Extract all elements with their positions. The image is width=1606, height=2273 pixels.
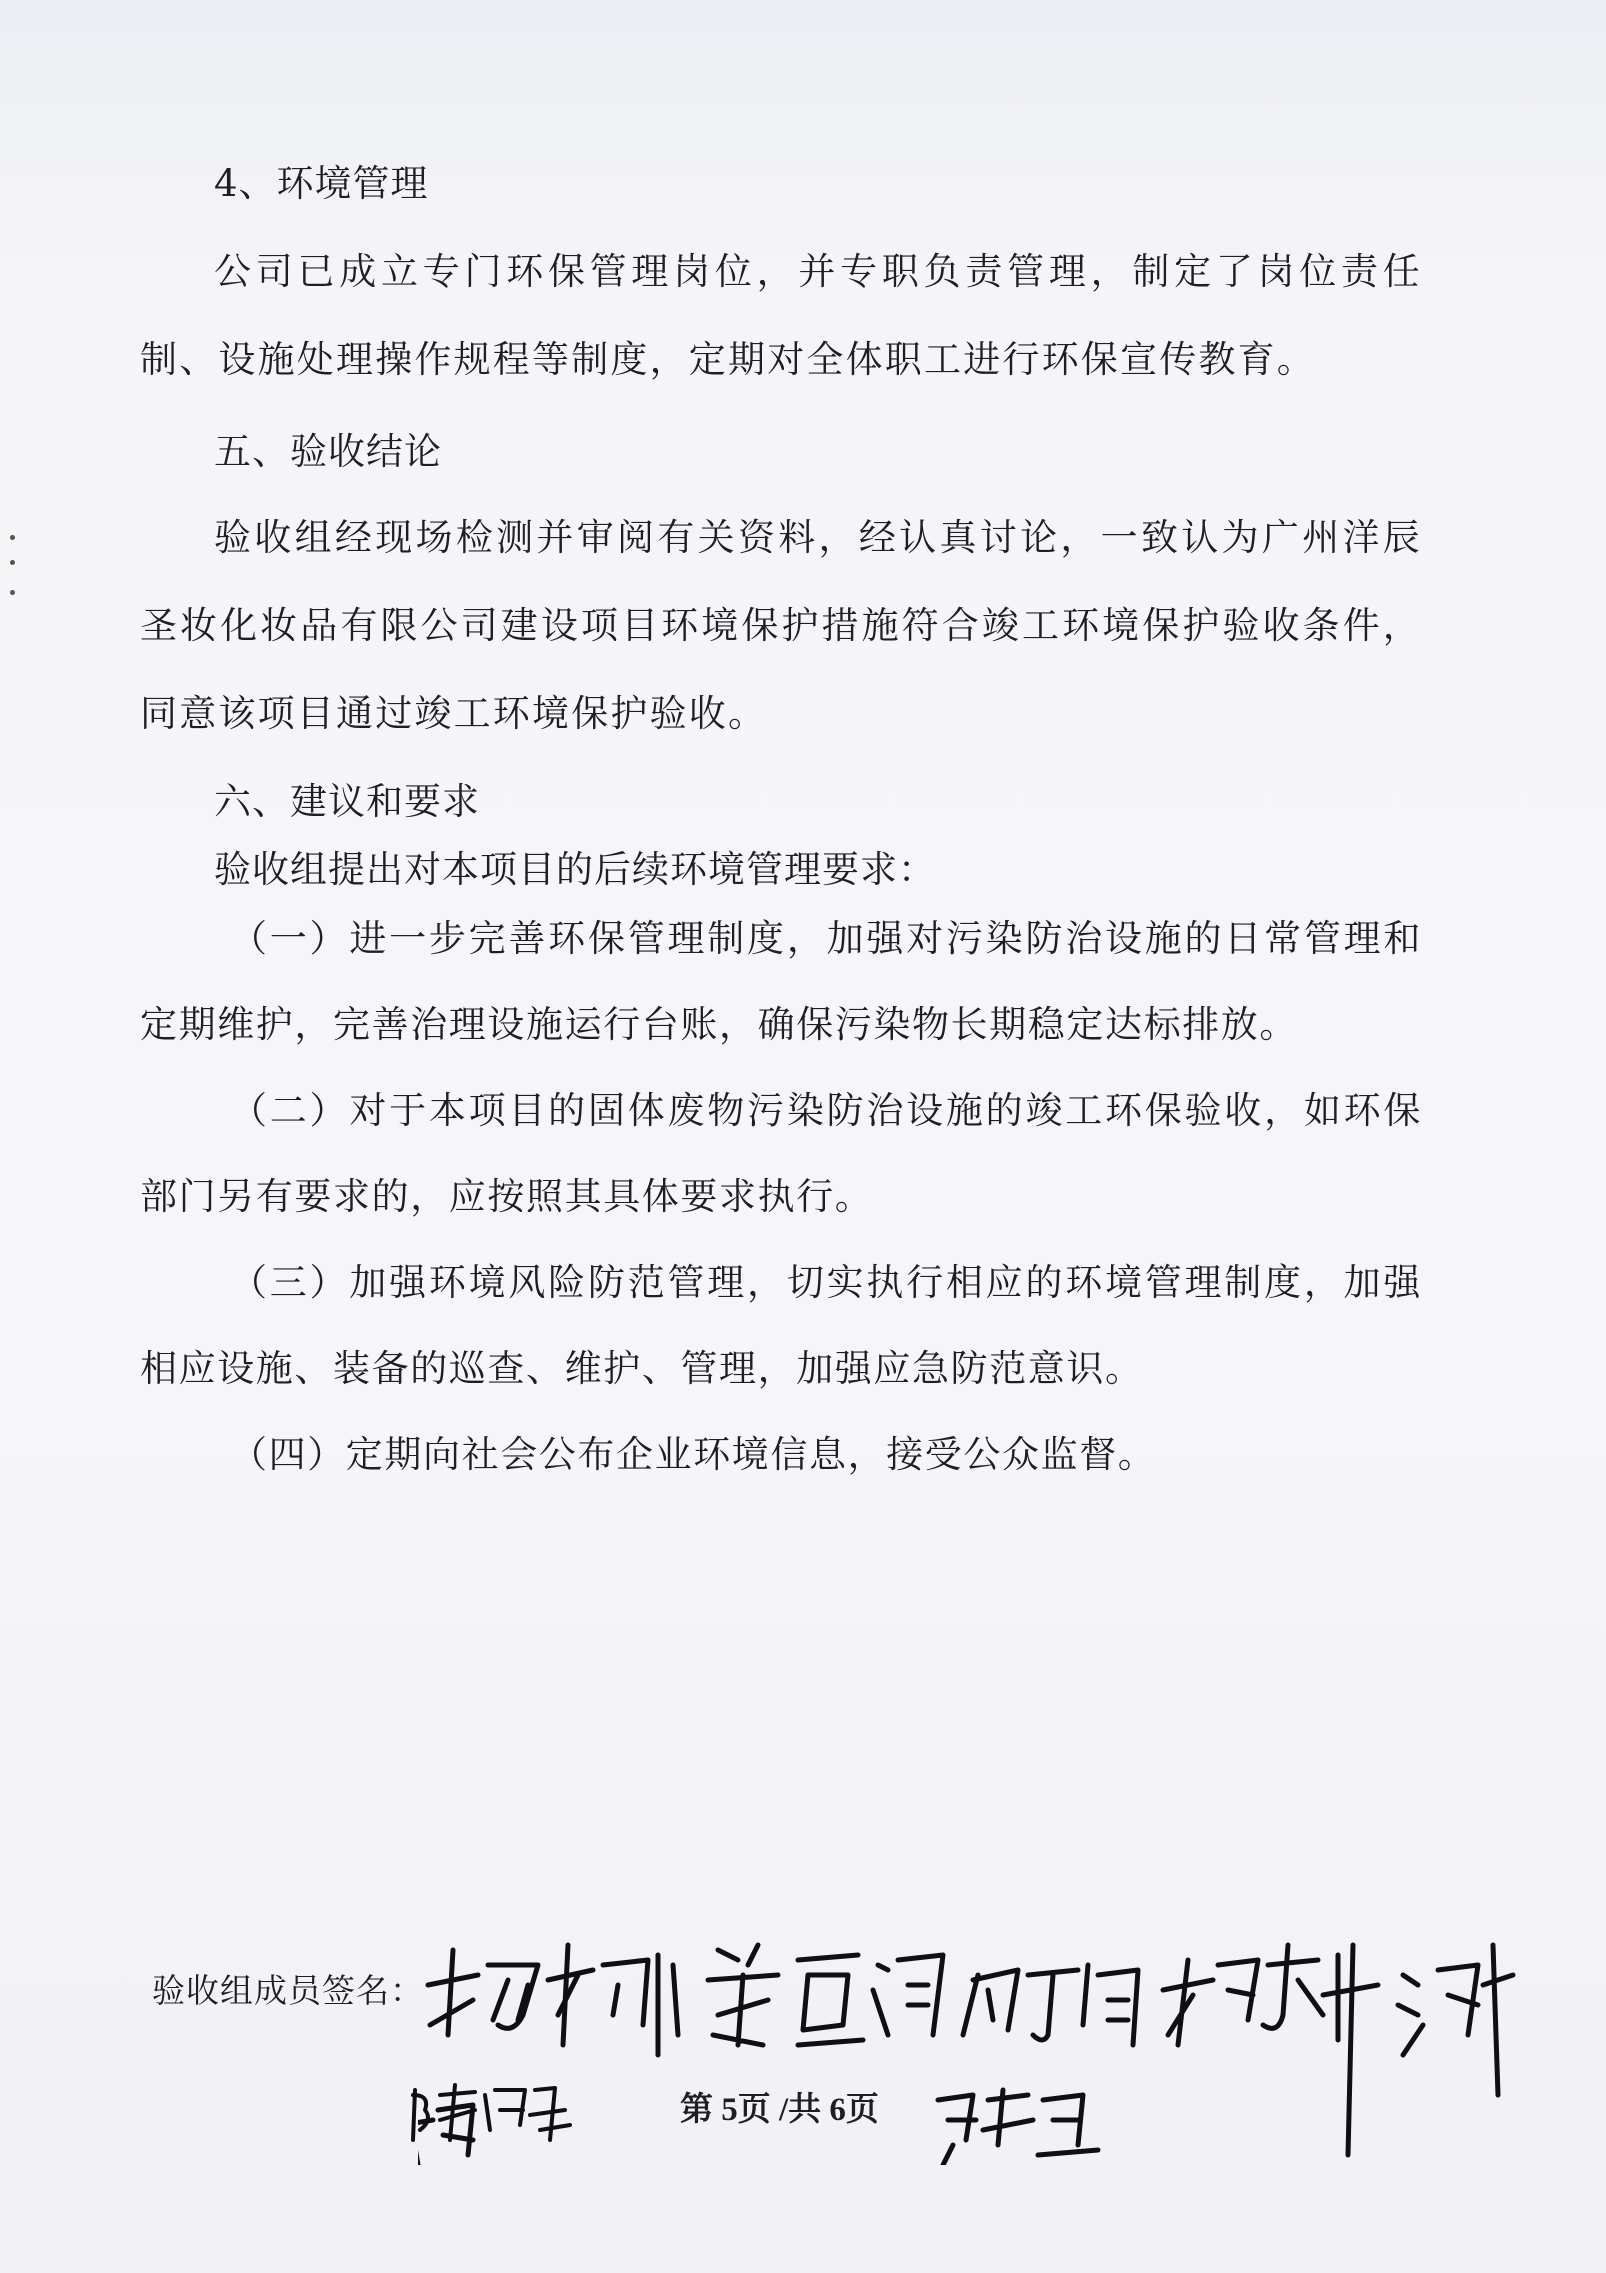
signature-1 — [428, 1945, 678, 2055]
page-number — [680, 2083, 879, 2130]
signature-5 — [1398, 1945, 1513, 2095]
document-body — [140, 158, 1422, 1498]
env-management-paragraph: 公司已成立专门环保管理岗位，并专职负责管理，制定了岗位责任制、设施处理操作规程等制度，定期对全体职工进行环保宣传教育。 — [140, 250, 1422, 381]
scan-speck — [10, 590, 15, 595]
section-heading-suggestions: 六、建议和要求 — [214, 780, 480, 823]
section-heading-env-management: 4、环境管理 — [214, 162, 429, 205]
suggestion-item: （三）加强环境风险防范管理，切实执行相应的环境管理制度，加强相应设施、装备的巡查、维护、管理，加强应急防范意识。 — [140, 1261, 1422, 1390]
suggestion-item: （二）对于本项目的固体废物污染防治设施的竣工环保验收，如环保部门另有要求的，应按照其具体要求执行。 — [140, 1089, 1422, 1218]
scan-speck — [10, 535, 15, 540]
section-heading-conclusion: 五、验收结论 — [214, 430, 442, 473]
scan-speck — [10, 560, 15, 565]
signature-4 — [1163, 1945, 1378, 2155]
signature-label: 验收组成员签名： — [152, 1971, 424, 2010]
conclusion-paragraph: 验收组经现场检测并审阅有关资料，经认真讨论，一致认为广州洋辰圣妆化妆品有限公司建设项目环境保护措施符合竣工环境保护验收条件，同意该项目通过竣工环境保护验收。 — [140, 516, 1422, 735]
signature-7 — [938, 2090, 1098, 2165]
page-mid: 页 /共 — [737, 2092, 830, 2128]
signature-chen — [405, 2080, 585, 2150]
page-total: 6 — [829, 2092, 846, 2128]
page-current: 5 — [721, 2092, 738, 2128]
suggestion-item: （四）定期向社会公布企业环境信息，接受公众监督。 — [230, 1433, 1157, 1476]
suggestion-item: （一）进一步完善环保管理制度，加强对污染防治设施的日常管理和定期维护，完善治理设施运行台账，确保污染物长期稳定达标排放。 — [140, 917, 1422, 1046]
signature-2 — [708, 1945, 943, 2045]
signature-3 — [963, 1965, 1138, 2045]
page-suffix: 页 — [845, 2092, 879, 2128]
page-prefix: 第 — [680, 2092, 722, 2128]
suggestions-intro: 验收组提出对本项目的后续环境管理要求： — [214, 848, 936, 891]
